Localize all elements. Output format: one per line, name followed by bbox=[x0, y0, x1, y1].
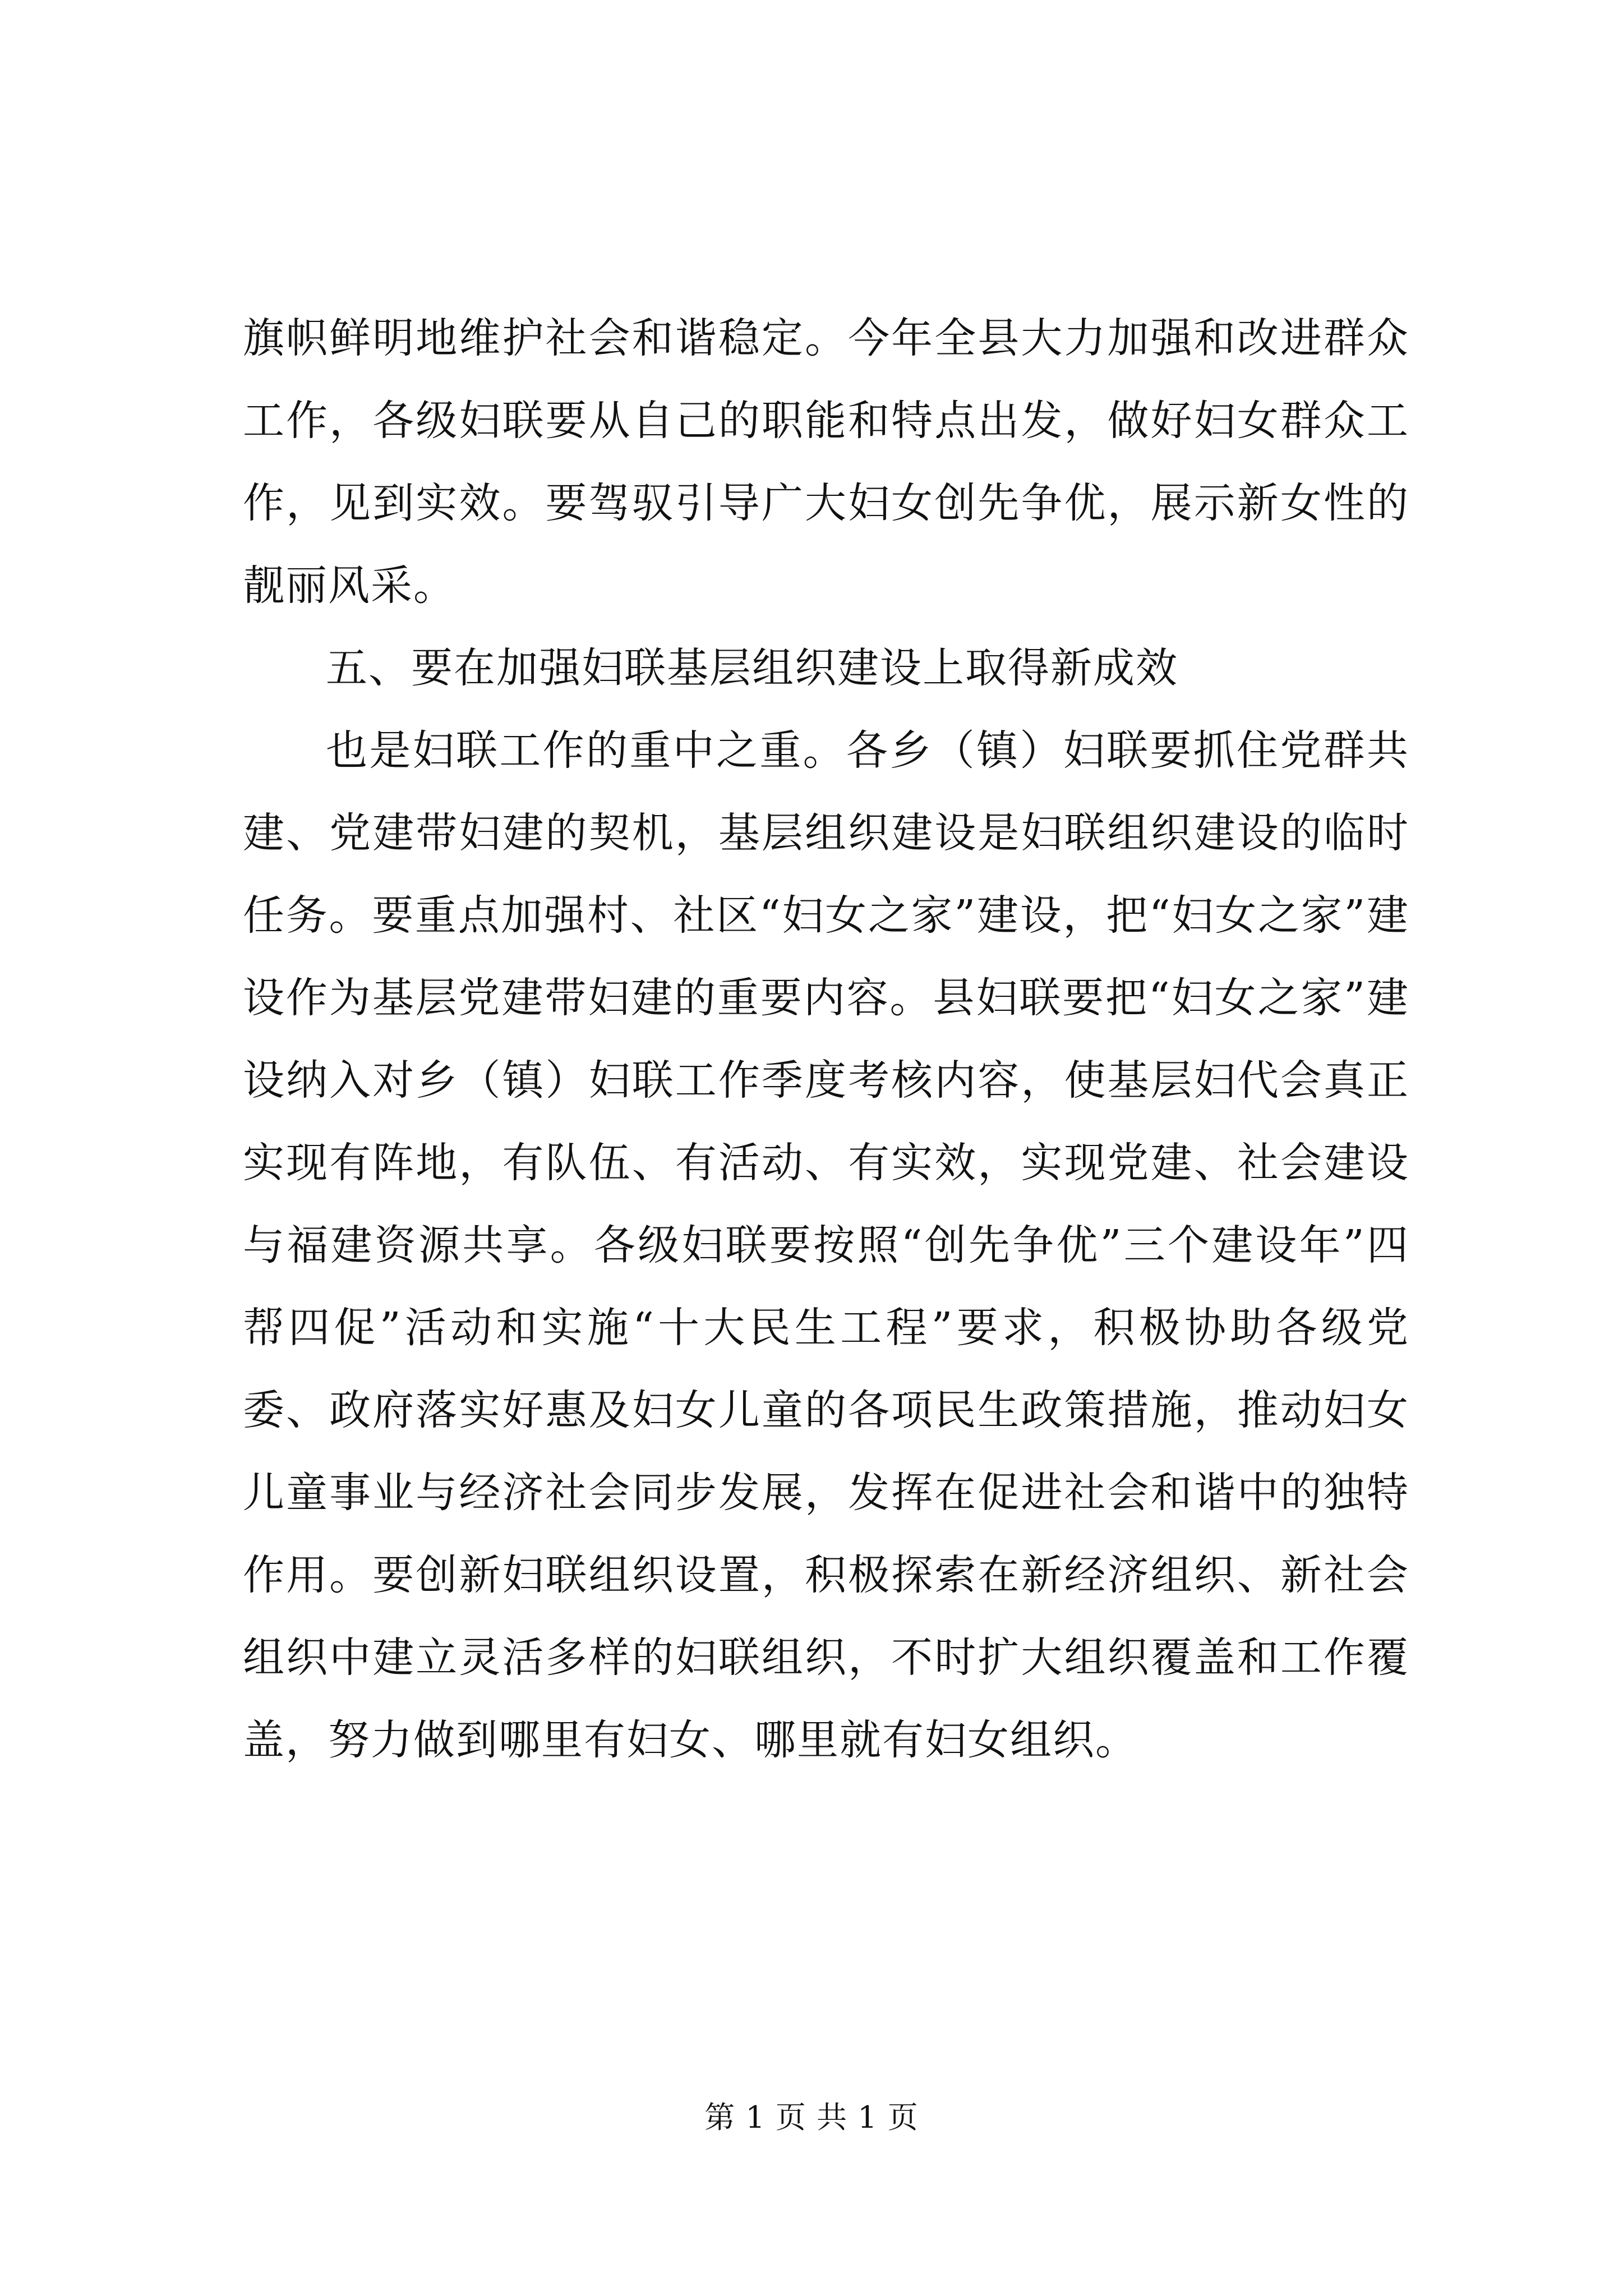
page-footer: 第 1 页 共 1 页 bbox=[704, 2100, 919, 2135]
paragraph-continuation: 旗帜鲜明地维护社会和谐稳定。今年全县大力加强和改进群众工作，各级妇联要从自己的职能和特点出发，做好妇女群众工作，见到实效。要驾驭引导广大妇女创先争优，展示新女性的靓丽风采。 bbox=[243, 314, 1409, 610]
section-heading: 五、要在加强妇联基层组织建设上取得新成效 bbox=[326, 644, 1178, 692]
paragraph-body: 也是妇联工作的重中之重。各乡（镇）妇联要抓住党群共建、党建带妇建的契机，基层组织建设是妇联组织建设的临时任务。要重点加强村、社区“妇女之家”建设，把“妇女之家”建设作为基层党建带妇建的重要内容。县妇联要把“妇女之家”建设纳入对乡（镇）妇联工作季度考核内容，使基层妇代会真正实现有阵地，有队伍、有活动、有实效，实现党建、社会建设与福建资源共享。各级妇联要按照“创先争优”三个建设年”四帮四促”活动和实施“十大民生工程”要求，积极协助各级党委、政府落实好惠及妇女儿童的各项民生政策措施，推动妇女儿童事业与经济社会同步发展，发挥在促进社会和谐中的独特作用。要创新妇联组织设置，积极探索在新经济组织、新社会组织中建立灵活多样的妇联组织，不时扩大组织覆盖和工作覆盖，努力做到哪里有妇女、哪里就有妇女组织。 bbox=[243, 726, 1409, 1764]
document-body bbox=[243, 297, 1409, 1782]
